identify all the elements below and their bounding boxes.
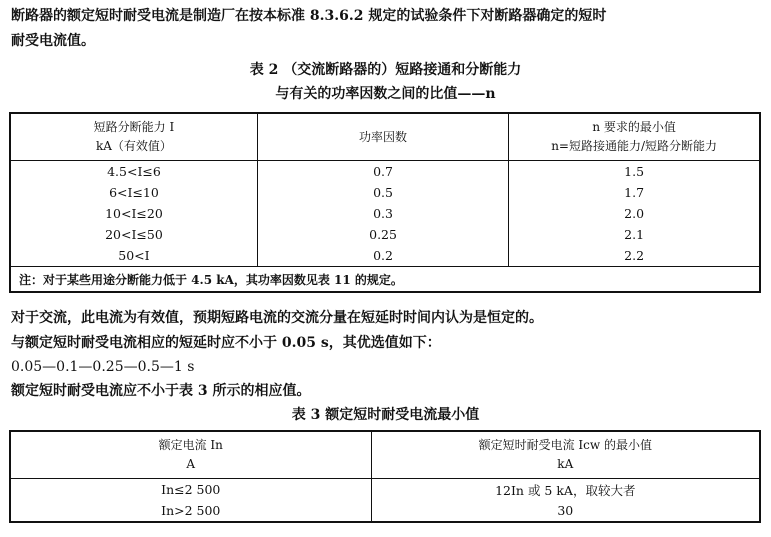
- table2-title: 表 2 （交流断路器的）短路接通和分断能力: [249, 62, 522, 78]
- table3-header-row: [10, 431, 760, 479]
- table-cell: 0.25: [257, 224, 508, 245]
- table2-note: 注：对于某些用途分断能力低于 4.5 kA，其功率因数见表 11 的规定。: [10, 267, 760, 293]
- table-cell: In>2 500: [10, 500, 371, 522]
- table-cell: 20<I≤50: [10, 224, 257, 245]
- table-cell: 1.5: [509, 161, 760, 183]
- header-line: n 要求的最小值: [592, 120, 676, 134]
- header-line: 短路分断能力 I: [93, 120, 175, 134]
- table2-header-power-factor: [257, 113, 508, 161]
- table2-header-row: [10, 113, 760, 161]
- table-cell: 10<I≤20: [10, 203, 257, 224]
- table3-header-icw-min: [371, 431, 760, 479]
- header-line: kA（有效值）: [95, 139, 172, 153]
- table-cell: 0.7: [257, 161, 508, 183]
- intro-line-1: 断路器的额定短时耐受电流是制造厂在按本标准 8.3.6.2 规定的试验条件下对断路器确定的短时: [11, 8, 607, 24]
- table2-header-breaking-capacity: [10, 113, 257, 161]
- table3-header-rated-current: [10, 431, 371, 479]
- table-cell: 2.2: [509, 245, 760, 267]
- table-row: [10, 182, 760, 203]
- table-cell: In≤2 500: [10, 479, 371, 501]
- header-line: 功率因数: [359, 129, 408, 144]
- table-cell: 50<I: [10, 245, 257, 267]
- middle-line-1: 对于交流，此电流为有效值，预期短路电流的交流分量在短延时时间内认为是恒定的。: [11, 310, 543, 326]
- middle-line-4: 额定短时耐受电流应不小于表 3 所示的相应值。: [11, 383, 311, 399]
- middle-line-2: 与额定短时耐受电流相应的短延时应不小于 0.05 s，其优选值如下：: [11, 335, 441, 351]
- table-cell: 6<I≤10: [10, 182, 257, 203]
- table-row: [10, 245, 760, 267]
- table-cell: 0.3: [257, 203, 508, 224]
- table-cell: 0.5: [257, 182, 508, 203]
- intro-line-2: 耐受电流值。: [11, 33, 95, 49]
- header-line: kA: [557, 457, 574, 471]
- table-row: [10, 203, 760, 224]
- table-row: [10, 224, 760, 245]
- table-cell: 1.7: [509, 182, 760, 203]
- table2-header-n-min: [509, 113, 760, 161]
- header-line: 额定短时耐受电流 Icw 的最小值: [478, 438, 652, 452]
- middle-line-3: 0.05—0.1—0.25—0.5—1 s: [11, 359, 195, 375]
- table-row: [10, 479, 760, 501]
- table-cell: 2.0: [509, 203, 760, 224]
- table-cell: 4.5<I≤6: [10, 161, 257, 183]
- table-cell: 30: [371, 500, 760, 522]
- table2-subtitle: 与有关的功率因数之间的比值——n: [275, 86, 496, 102]
- table2-note-row: [10, 267, 760, 293]
- table-cell: 12In 或 5 kA，取较大者: [371, 479, 760, 501]
- header-line: n=短路接通能力/短路分断能力: [551, 139, 718, 153]
- table-row: [10, 500, 760, 522]
- table-cell: 0.2: [257, 245, 508, 267]
- table-row: [10, 161, 760, 183]
- table3-title: 表 3 额定短时耐受电流最小值: [291, 407, 480, 423]
- header-line: 额定电流 In: [158, 438, 223, 452]
- table-3: [9, 430, 761, 523]
- table-2: [9, 112, 761, 293]
- table-cell: 2.1: [509, 224, 760, 245]
- header-line: A: [186, 457, 196, 471]
